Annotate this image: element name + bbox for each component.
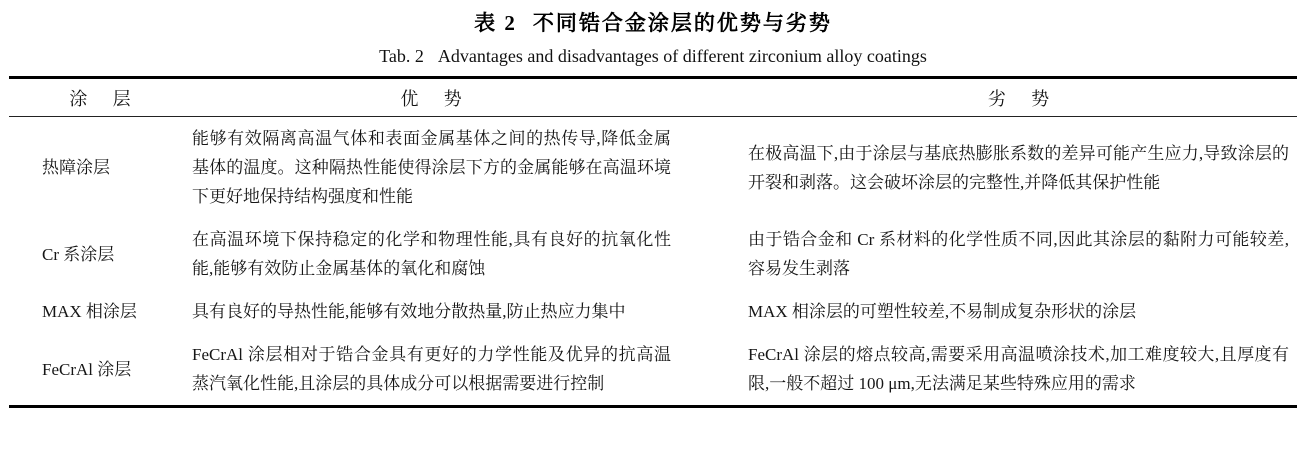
table-title-zh (0, 7, 1306, 37)
disadvantage-cell: FeCrAl 涂层的熔点较高,需要采用高温喷涂技术,加工难度较大,且厚度有限,一般不超过 100 μm,无法满足某些特殊应用的需求 (748, 345, 1289, 393)
col-header-advantage: 优 势 (191, 78, 703, 117)
advantage-cell: 具有良好的导热性能,能够有效地分散热量,防止热应力集中 (192, 302, 626, 321)
coating-name: FeCrAl 涂层 (42, 359, 132, 379)
coating-name: 热障涂层 (42, 158, 110, 177)
advantage-cell: 在高温环境下保持稳定的化学和物理性能,具有良好的抗氧化性能,能够有效防止金属基体的氧化和腐蚀 (192, 230, 671, 278)
advantage-cell: 能够有效隔离高温气体和表面金属基体之间的热传导,降低金属基体的温度。这种隔热性能使得涂层下方的金属能够在高温环境下更好地保持结构强度和性能 (192, 129, 671, 206)
table-row (9, 218, 1297, 290)
table-caption-zh: 不同锆合金涂层的优势与劣势 (532, 11, 832, 35)
coating-name: Cr 系涂层 (42, 244, 115, 264)
col-header-coating: 涂 层 (9, 78, 191, 117)
disadvantage-cell: 在极高温下,由于涂层与基底热膨胀系数的差异可能产生应力,导致涂层的开裂和剥落。这会破坏涂层的完整性,并降低其保护性能 (748, 143, 1289, 192)
disadvantage-cell: MAX 相涂层的可塑性较差,不易制成复杂形状的涂层 (748, 302, 1137, 321)
table-number-en: Tab. 2 (379, 46, 424, 66)
table-row (9, 333, 1297, 407)
table-number-zh: 表 2 (474, 11, 517, 35)
col-header-disadvantage: 劣 势 (703, 78, 1297, 117)
coatings-comparison-table (9, 76, 1297, 408)
disadvantage-cell: 由于锆合金和 Cr 系材料的化学性质不同,因此其涂层的黏附力可能较差,容易发生剥落 (748, 230, 1289, 278)
table-row (9, 290, 1297, 333)
table-title-en (0, 46, 1306, 67)
coating-name: MAX 相涂层 (42, 302, 137, 321)
table-row (9, 117, 1297, 219)
table-caption-en: Advantages and disadvantages of different zirconium alloy coatings (437, 46, 927, 66)
advantage-cell: FeCrAl 涂层相对于锆合金具有更好的力学性能及优异的抗高温蒸汽氧化性能,且涂层的具体成分可以根据需要进行控制 (192, 345, 671, 393)
table-header-row (9, 78, 1297, 117)
